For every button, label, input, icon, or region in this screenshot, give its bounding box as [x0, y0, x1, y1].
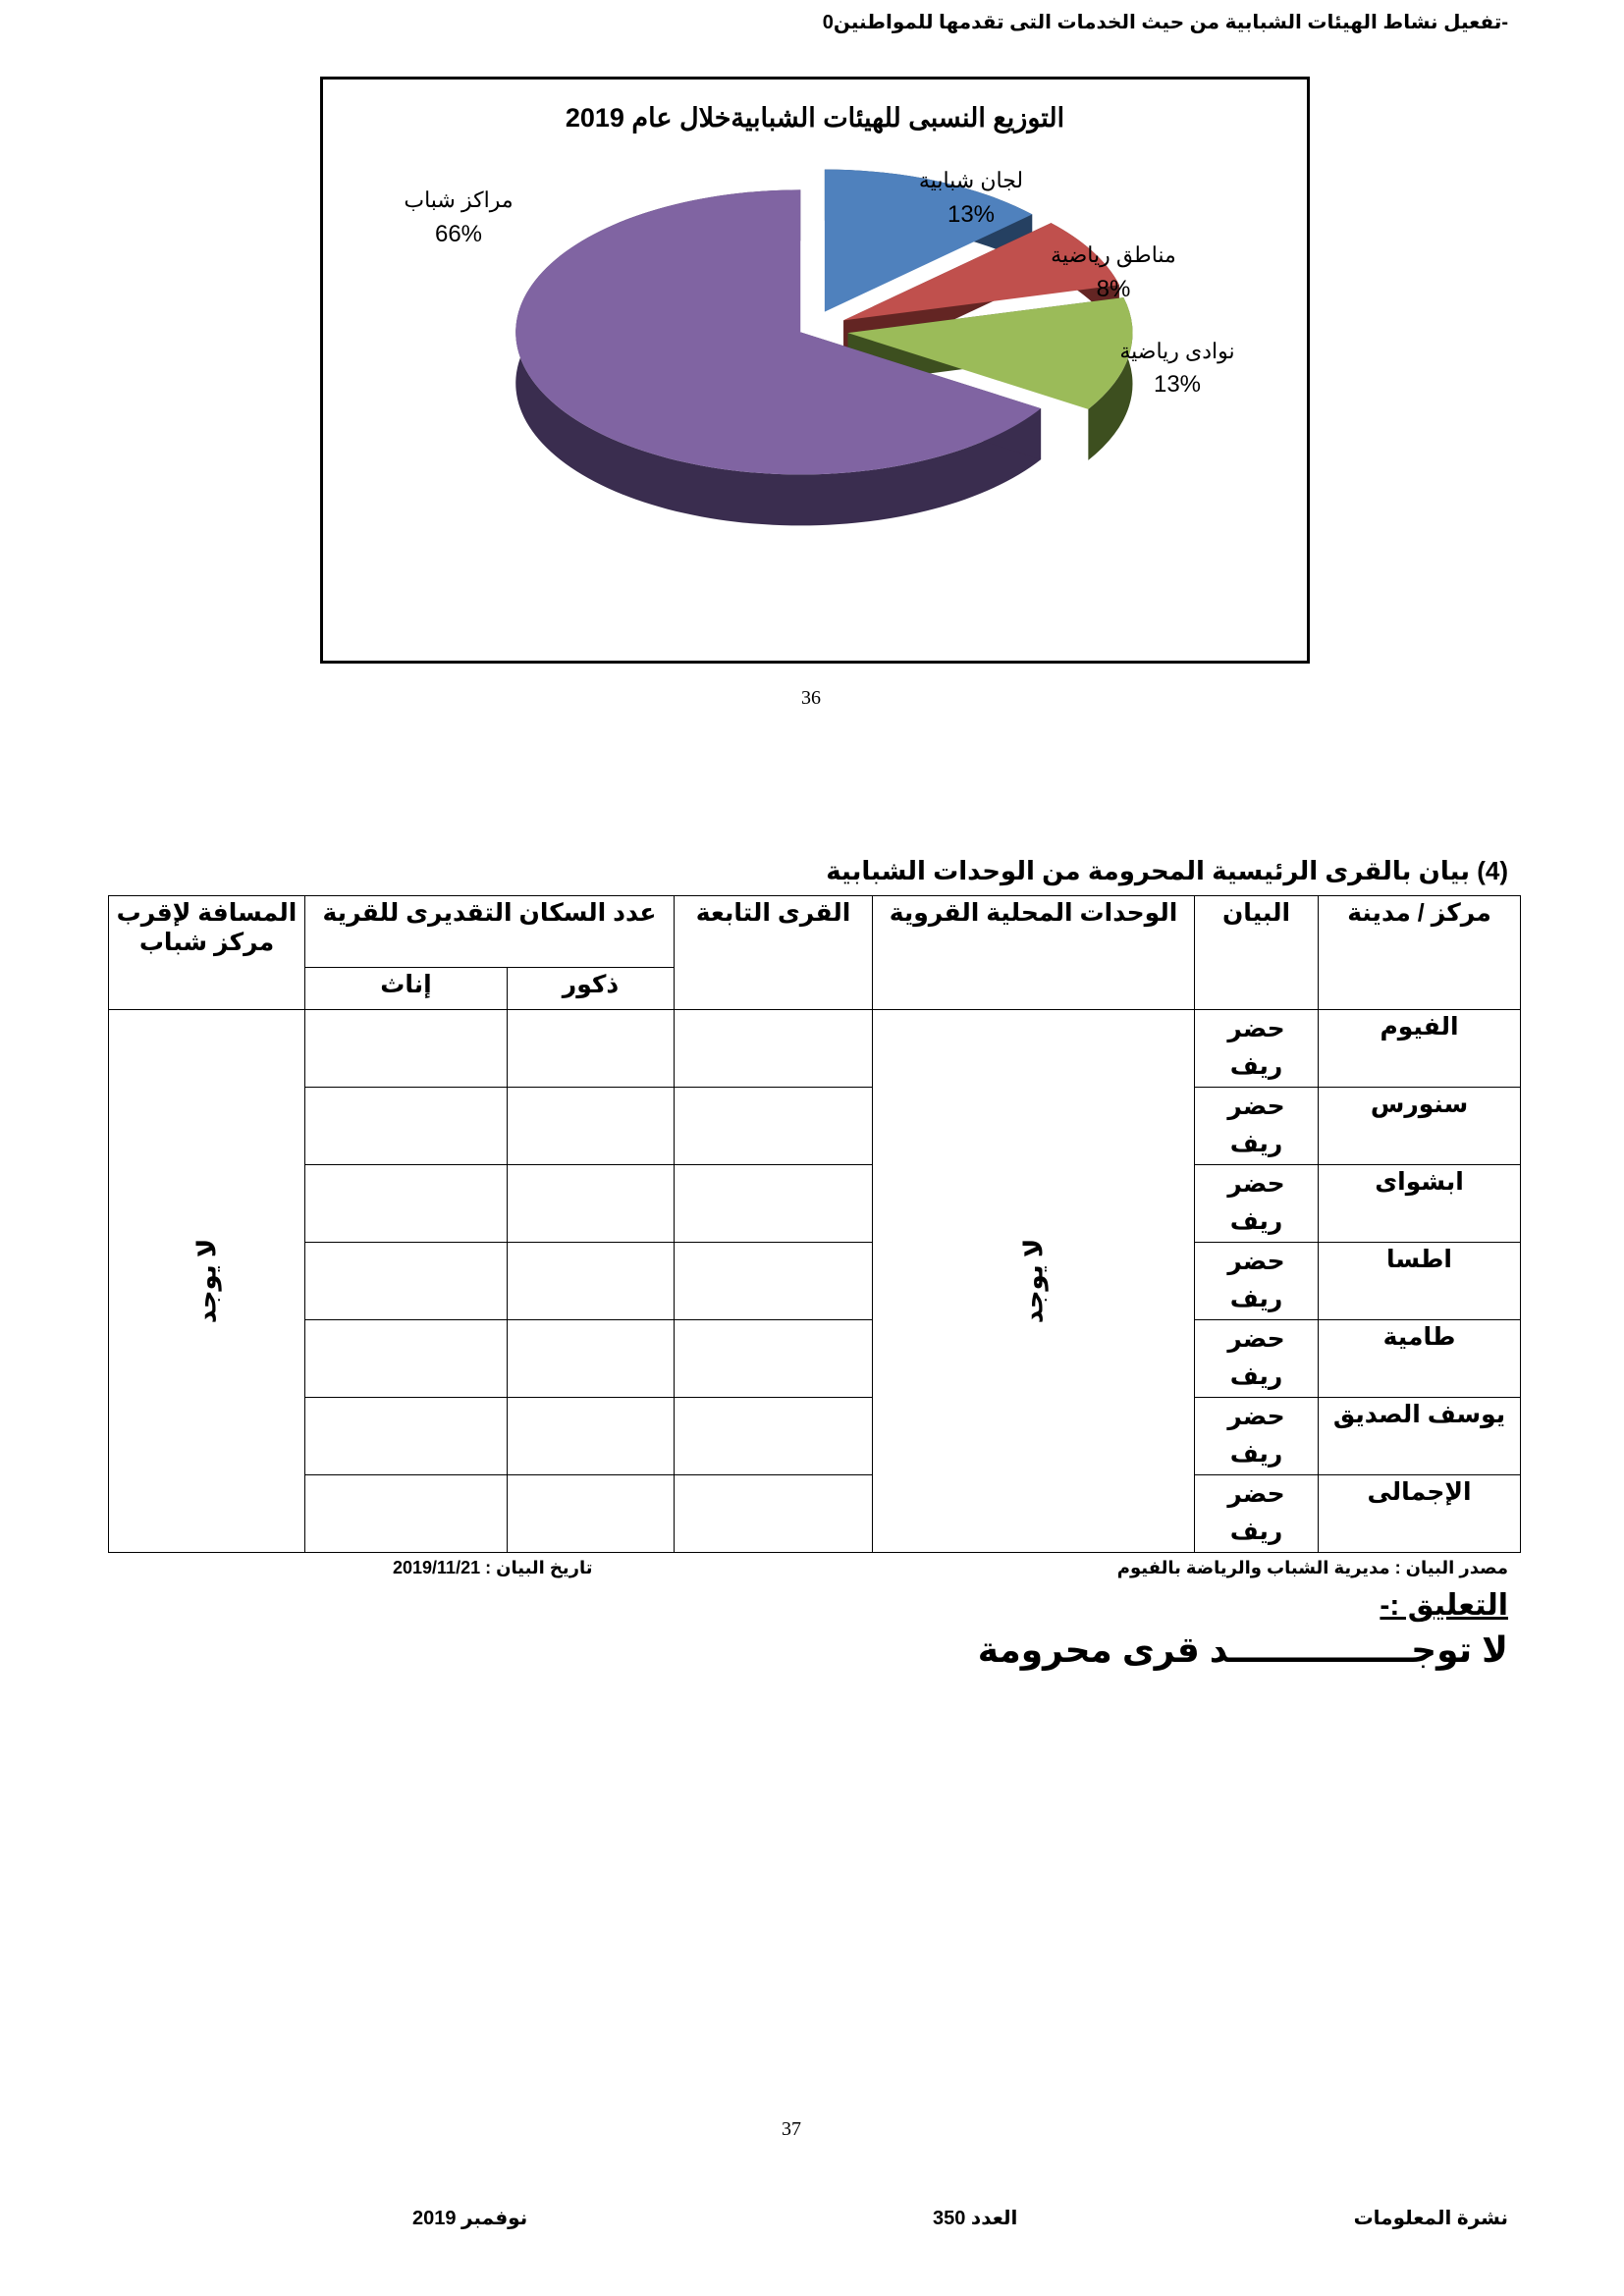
females-cell: [305, 1398, 508, 1475]
females-cell: [305, 1165, 508, 1243]
table-title: (4) بيان بالقرى الرئيسية المحرومة من الوحدات الشبابية: [826, 856, 1508, 885]
villages-cell: [675, 1398, 873, 1475]
table-row: [109, 1088, 1521, 1165]
pie-chart-frame: [320, 77, 1310, 664]
data-source: مصدر البيان : مديرية الشباب والرياضة بالفيوم: [1116, 1558, 1508, 1577]
males-cell: [508, 1320, 675, 1398]
vertical-note-distance: لا يوجد: [191, 1238, 221, 1324]
header-local-units: الوحدات المحلية القروية: [873, 896, 1195, 1010]
males-cell: [508, 1010, 675, 1088]
distance-cell: [109, 1010, 305, 1553]
city-cell: طامية: [1319, 1320, 1521, 1398]
vertical-note-units: لا يوجد: [1018, 1238, 1049, 1324]
page-number-top: 36: [801, 687, 821, 709]
males-cell: [508, 1243, 675, 1320]
type-cell: حضر ريف: [1195, 1010, 1319, 1088]
males-cell: [508, 1398, 675, 1475]
deprived-villages-table: [108, 895, 1521, 1553]
table-row: [109, 1320, 1521, 1398]
table-row-total: [109, 1475, 1521, 1553]
page-number-bottom: 37: [782, 2118, 801, 2140]
city-cell: يوسف الصديق: [1319, 1398, 1521, 1475]
type-cell: حضر ريف: [1195, 1088, 1319, 1165]
females-cell: [305, 1088, 508, 1165]
males-cell: [508, 1088, 675, 1165]
document-header: -تفعيل نشاط الهيئات الشبابية من حيث الخدمات التى تقدمها للمواطنين0: [822, 12, 1508, 33]
city-cell: اطسا: [1319, 1243, 1521, 1320]
pie-label-value: 66%: [434, 221, 483, 247]
city-cell: ابشواى: [1319, 1165, 1521, 1243]
city-cell: الفيوم: [1319, 1010, 1521, 1088]
pie-chart: [323, 80, 1307, 661]
footer-month: نوفمبر 2019: [412, 2208, 528, 2229]
pie-label-value: 8%: [1096, 276, 1131, 302]
pie-label-name: لجان شبابية: [918, 168, 1024, 192]
table-row: [109, 1165, 1521, 1243]
type-cell: حضر ريف: [1195, 1165, 1319, 1243]
females-cell: [305, 1320, 508, 1398]
chart-title: التوزيع النسبى للهيئات الشبابيةخلال عام 2019: [565, 103, 1065, 133]
pie-label-value: 13%: [1153, 371, 1202, 398]
table-row: [109, 1243, 1521, 1320]
villages-cell: [675, 1243, 873, 1320]
villages-cell: [675, 1088, 873, 1165]
footer-publication: نشرة المعلومات: [1353, 2208, 1508, 2229]
villages-cell: [675, 1010, 873, 1088]
males-cell: [508, 1475, 675, 1553]
footer-issue: العدد 350: [933, 2208, 1018, 2229]
data-date: تاريخ البيان : 2019/11/21: [393, 1558, 593, 1577]
header-city: مركز / مدينة: [1319, 896, 1521, 1010]
females-cell: [305, 1010, 508, 1088]
females-cell: [305, 1243, 508, 1320]
pie-label-name: مناطق رياضية: [1051, 242, 1176, 267]
villages-cell: [675, 1475, 873, 1553]
type-cell: حضر ريف: [1195, 1320, 1319, 1398]
pie-label-name: نوادى رياضية: [1119, 339, 1235, 363]
header-males: ذكور: [508, 968, 675, 1010]
city-cell: سنورس: [1319, 1088, 1521, 1165]
header-villages: القرى التابعة: [675, 896, 873, 1010]
header-type: البيان: [1195, 896, 1319, 1010]
type-cell: حضر ريف: [1195, 1398, 1319, 1475]
comment-label: التعليق :-: [1380, 1589, 1508, 1622]
city-cell: الإجمالى: [1319, 1475, 1521, 1553]
females-cell: [305, 1475, 508, 1553]
males-cell: [508, 1165, 675, 1243]
header-distance: المسافة لإقرب مركز شباب: [109, 896, 305, 1010]
header-females: إناث: [305, 968, 508, 1010]
comment-text: لا توجـــــــــــــــد قرى محرومة: [977, 1629, 1508, 1670]
header-population: عدد السكان التقديرى للقرية: [305, 896, 675, 968]
table-row: [109, 1398, 1521, 1475]
villages-cell: [675, 1165, 873, 1243]
pie-label-value: 13%: [947, 201, 996, 228]
local-units-cell: [873, 1010, 1195, 1553]
type-cell: حضر ريف: [1195, 1243, 1319, 1320]
pie-label-name: مراكز شباب: [404, 187, 514, 212]
type-cell: حضر ريف: [1195, 1475, 1319, 1553]
table-row: [109, 1010, 1521, 1088]
villages-cell: [675, 1320, 873, 1398]
